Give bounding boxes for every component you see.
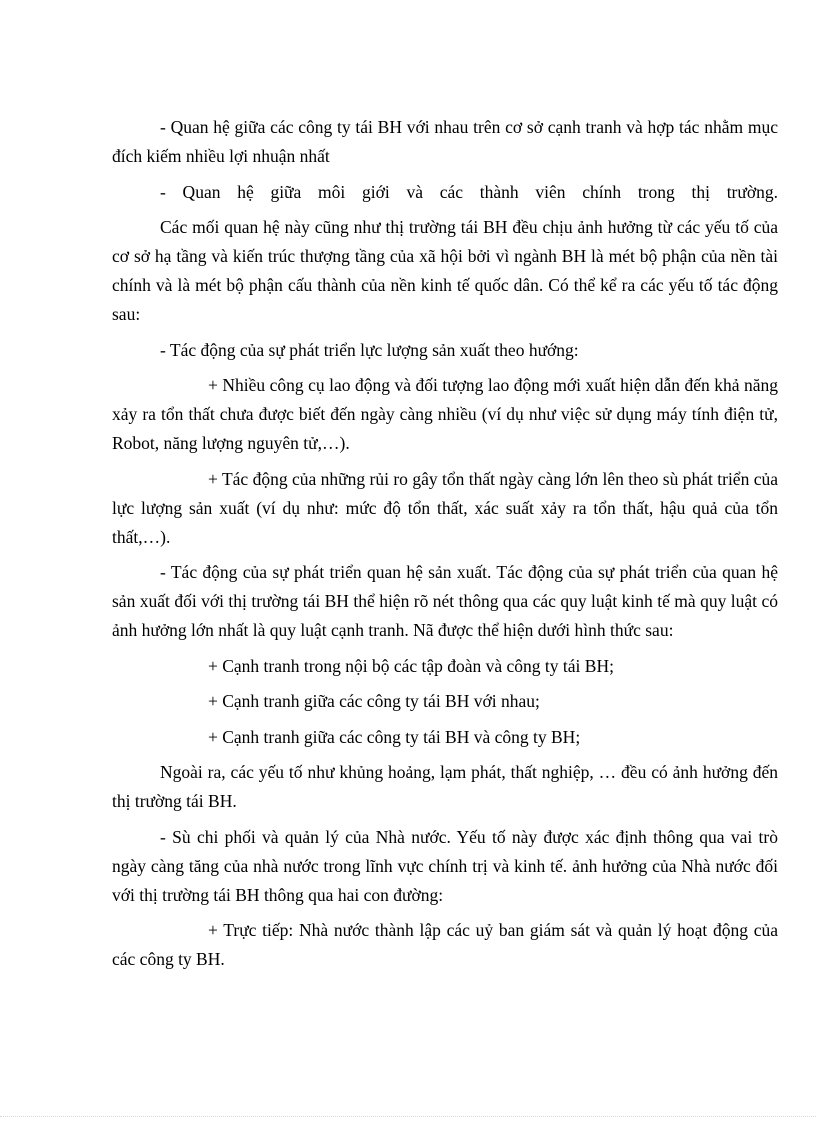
document-body (112, 113, 778, 981)
page-bottom-divider (0, 1116, 816, 1117)
paragraph-broker-relations: - Quan hệ giữa môi giới và các thành viên chính trong thị trường. (160, 181, 778, 202)
paragraph-reinsurer-relations: - Quan hệ giữa các công ty tái BH với nhau trên cơ sở cạnh tranh và hợp tác nhằm mục đích kiếm nhiều lợi nhuận nhất (112, 117, 778, 166)
paragraph-production-relations: - Tác động của sự phát triển quan hệ sản xuất. Tác động của sự phát triển của quan hệ sản xuất đối với thị trường tái BH thể hiện rõ nét thông qua các quy luật kinh tế mà quy luật có ảnh hưởng lớn nhất là quy luật cạnh tranh. Nã được thể hiện dưới hình thức sau: (112, 562, 778, 640)
paragraph-influencing-factors: Các mối quan hệ này cũng như thị trường tái BH đều chịu ảnh hưởng từ các yếu tố của cơ sở hạ tầng và kiến trúc thượng tầng của xã hội bởi vì ngành BH là mét bộ phận của nền tài chính và là mét bộ phận cấu thành của nền kinh tế quốc dân. Có thể kể ra các yếu tố tác động sau: (112, 217, 778, 324)
paragraph-other-factors: Ngoài ra, các yếu tố như khủng hoảng, lạm phát, thất nghiệp, … đều có ảnh hưởng đến thị trường tái BH. (112, 762, 778, 811)
paragraph-growing-risks: + Tác động của những rủi ro gây tổn thất ngày càng lớn lên theo sù phát triển của lực lượng sản xuất (ví dụ như: mức độ tổn thất, xác suất xảy ra tổn thất, hậu quả của tổn thất,…). (112, 468, 778, 547)
list-item-competition-insurers: + Cạnh tranh giữa các công ty tái BH và công ty BH; (208, 726, 581, 747)
list-item-direct-influence: + Trực tiếp: Nhà nước thành lập các uỷ ban giám sát và quản lý hoạt động của các công ty BH. (112, 920, 778, 969)
list-item-competition-internal: + Cạnh tranh trong nội bộ các tập đoàn và công ty tái BH; (208, 655, 614, 676)
list-item-competition-reinsurers: + Cạnh tranh giữa các công ty tái BH với nhau; (208, 691, 540, 711)
paragraph-new-tools: + Nhiều công cụ lao động và đối tượng lao động mới xuất hiện dẫn đến khả năng xảy ra tổn thất chưa được biết đến ngày càng nhiều (ví dụ như việc sử dụng máy tính điện tử, Robot, năng lượng nguyên tử,…). (112, 375, 778, 453)
paragraph-productive-forces: - Tác động của sự phát triển lực lượng sản xuất theo hướng: (160, 339, 579, 360)
paragraph-state-management: - Sù chi phối và quản lý của Nhà nước. Yếu tố này được xác định thông qua vai trò ngày càng tăng của nhà nước trong lĩnh vực chính trị và kinh tế. ảnh hưởng của Nhà nước đối với thị trường tái BH thông qua hai con đường: (112, 826, 778, 905)
